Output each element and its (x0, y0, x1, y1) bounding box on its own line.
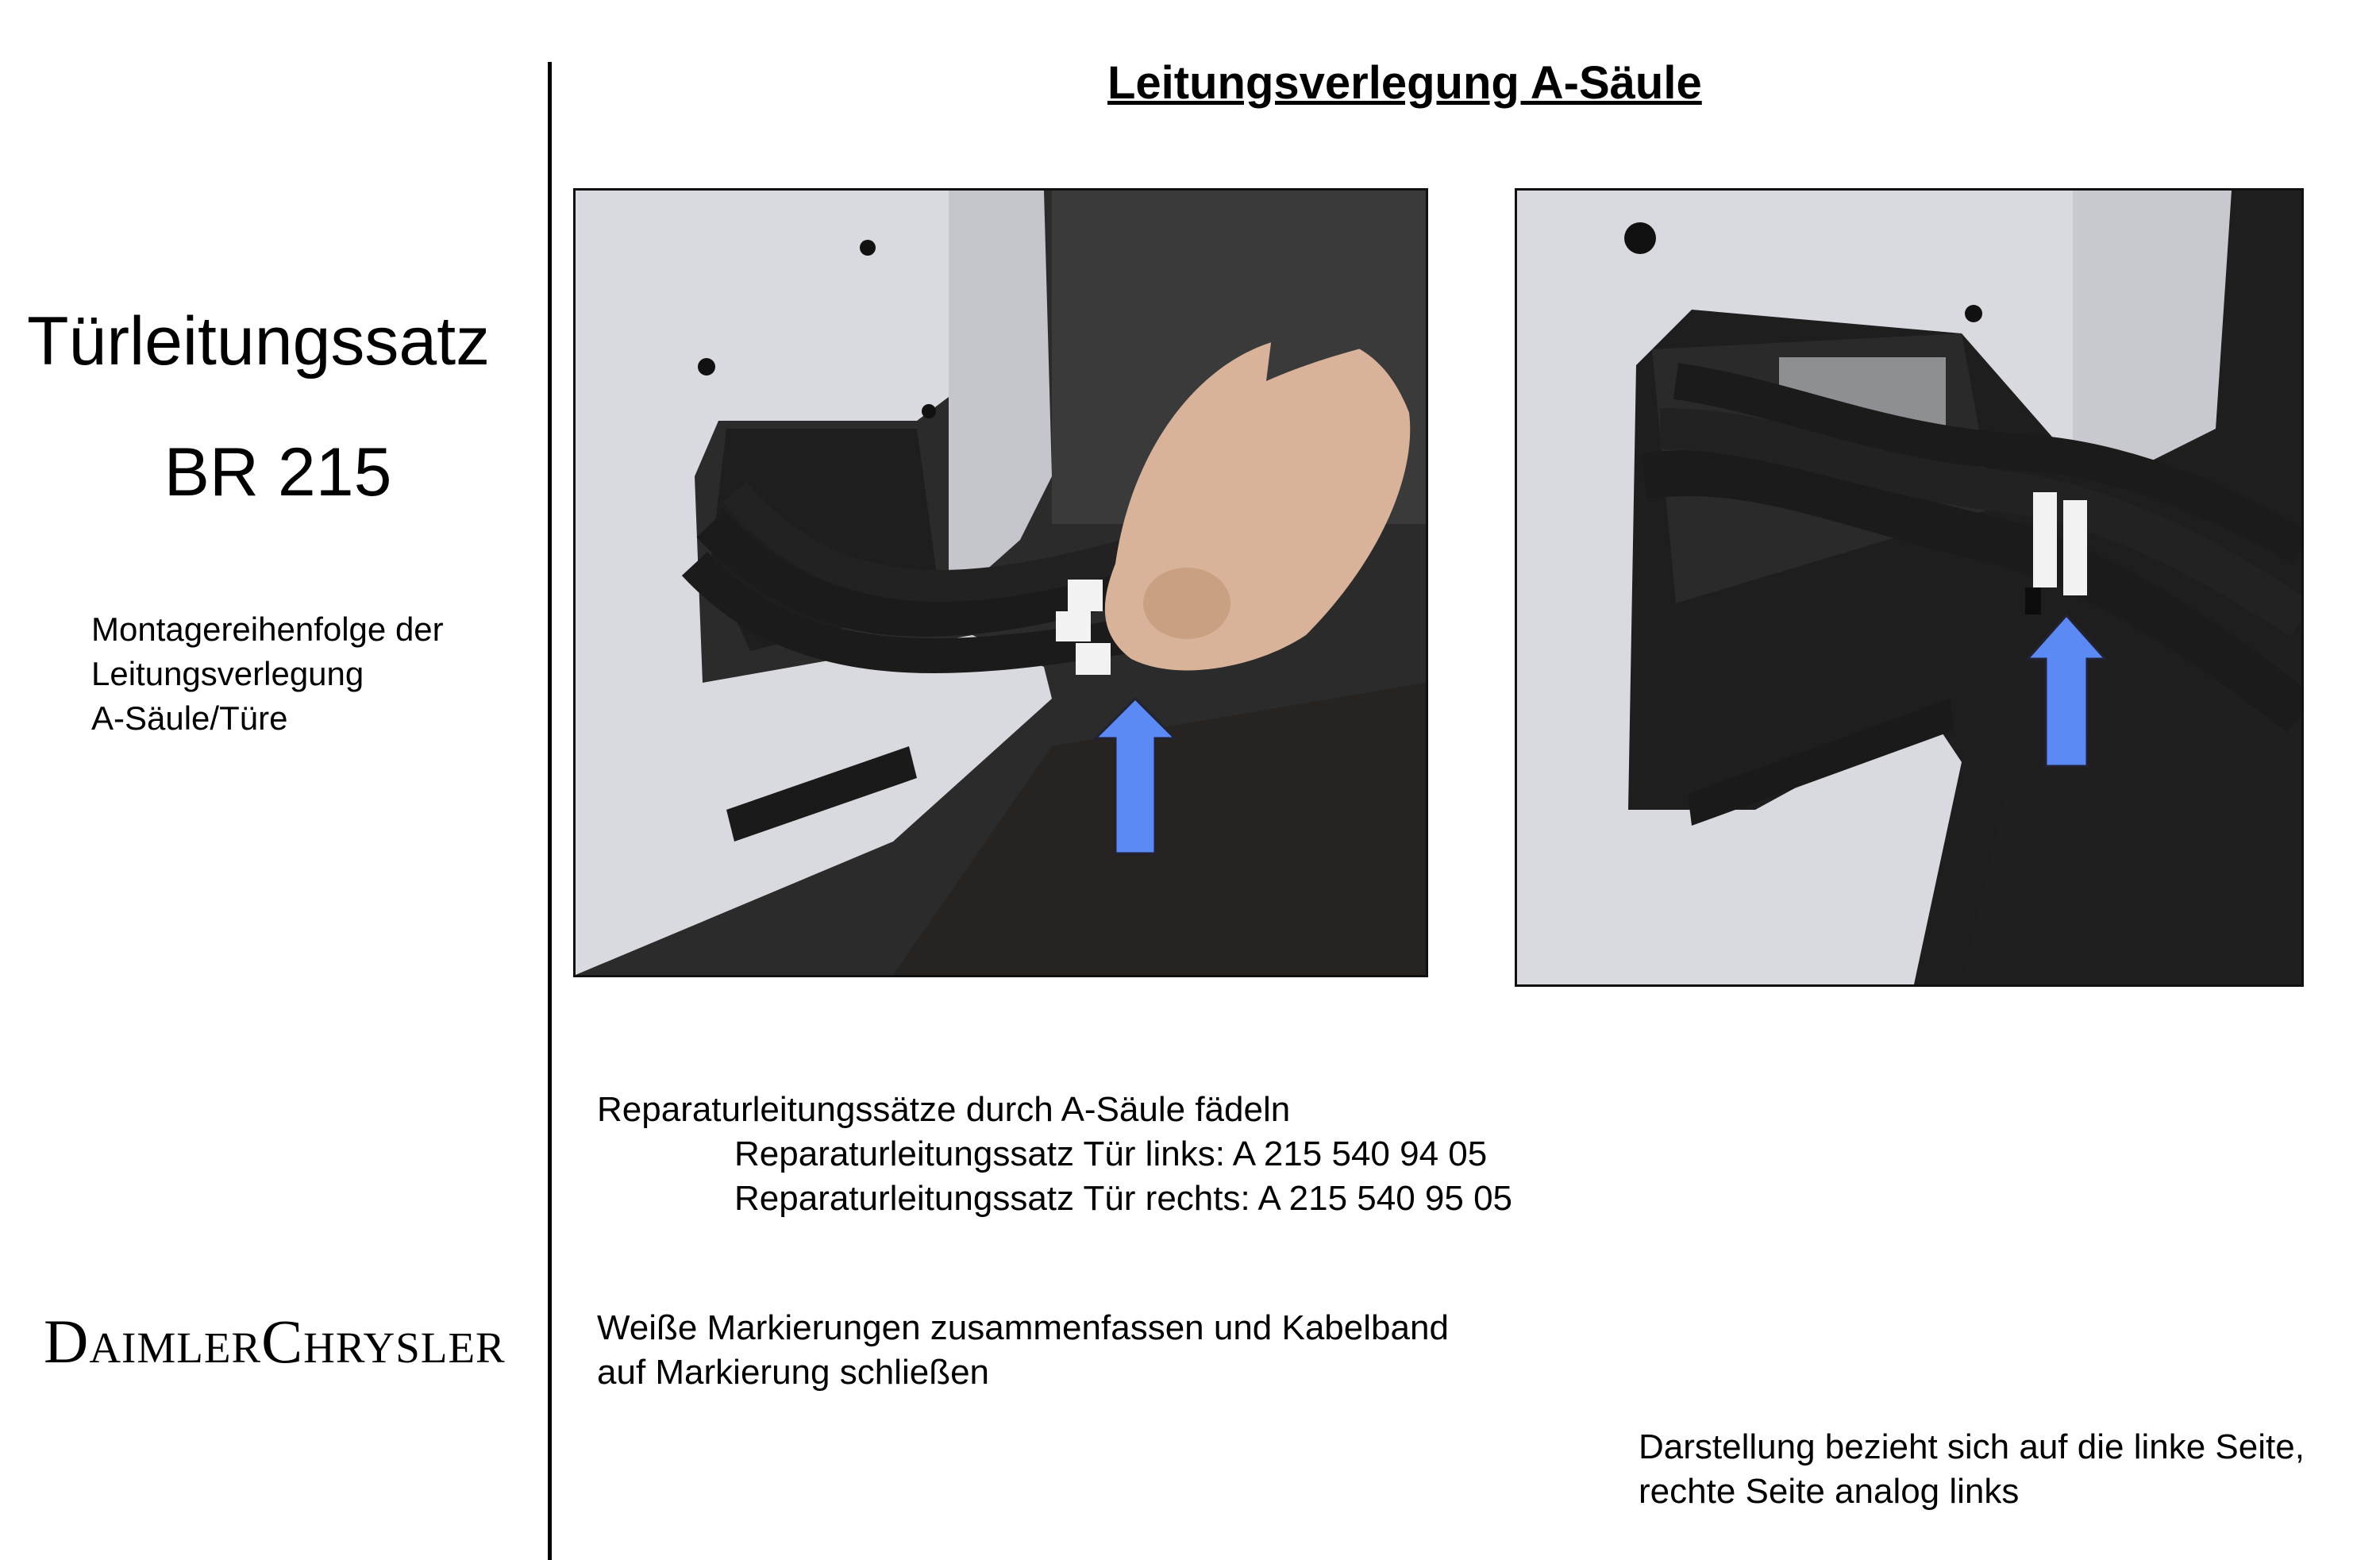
subtitle-line: A-Säule/Türe (91, 699, 288, 737)
subtitle-line: Montagereihenfolge der (91, 611, 444, 648)
vertical-divider (548, 62, 552, 1560)
instruction-step-cable-tie (597, 1306, 1449, 1395)
photo-illustration (576, 191, 1426, 975)
note-line: Darstellung bezieht sich auf die linke Seite, (1639, 1427, 2305, 1466)
instruction-step-threading (597, 1088, 1512, 1221)
daimlerchrysler-logo: DaimlerChrysler (44, 1307, 506, 1376)
model-designation: BR 215 (164, 434, 392, 510)
document-title: Türleitungssatz (27, 303, 491, 379)
note-line: rechte Seite analog links (1639, 1472, 2020, 1511)
side-note (1639, 1425, 2305, 1514)
subtitle-line: Leitungsverlegung (91, 655, 364, 692)
instruction-line: Weiße Markierungen zusammenfassen und Kabelband (597, 1308, 1449, 1347)
photo-harness-threading (573, 188, 1428, 977)
photo-harness-bundled (1515, 188, 2304, 987)
page-title: Leitungsverlegung A-Säule (1107, 57, 1702, 109)
document-subtitle (91, 607, 444, 741)
photo-illustration (1517, 191, 2301, 984)
instruction-heading: Reparaturleitungssätze durch A-Säule fädeln (597, 1090, 1291, 1129)
part-number-left: Reparaturleitungssatz Tür links: A 215 540 94 05 (734, 1134, 1488, 1173)
instruction-line: auf Markierung schließen (597, 1353, 990, 1392)
part-number-right: Reparaturleitungssatz Tür rechts: A 215 540 95 05 (734, 1179, 1513, 1218)
